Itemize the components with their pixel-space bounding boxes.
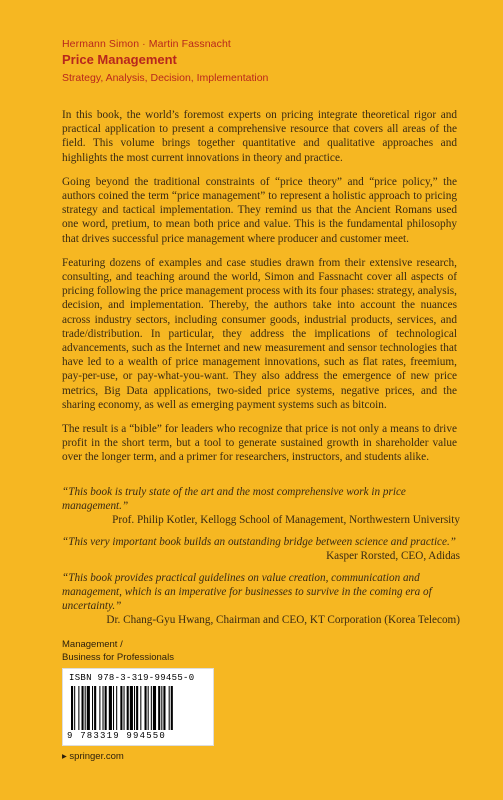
barcode-bars	[71, 686, 205, 730]
authors: Hermann Simon · Martin Fassnacht	[62, 38, 231, 50]
endorsement	[62, 571, 462, 627]
endorsement-attribution: Dr. Chang-Gyu Hwang, Chairman and CEO, KT Corporation (Korea Telecom)	[106, 614, 460, 626]
category-line: Business for Professionals	[62, 652, 174, 663]
book-title: Price Management	[62, 52, 177, 67]
endorsement-text: “This book provides practical guidelines on value creation, communication and management, which is an imperative for businesses to survive in the coming era of uncertainty.”	[62, 572, 432, 612]
endorsement	[62, 485, 462, 527]
endorsement-attribution: Kasper Rorsted, CEO, Adidas	[326, 550, 460, 562]
description	[62, 108, 457, 475]
subject-category	[62, 638, 174, 664]
endorsements	[62, 485, 462, 635]
isbn-label: ISBN 978-3-319-99455-0	[69, 673, 195, 683]
description-paragraph: Going beyond the traditional constraints of “price theory” and “price policy,” the authors coined the term “price management” to represent a holistic approach to pricing strategy and tactical implementation. They remind us that the Ancient Romans used one word, pretium, to mean both price and value. This is the fundamental philosophy that drives successful price management where producer and customer meet.	[62, 175, 457, 245]
description-paragraph: The result is a “bible” for leaders who recognize that price is not only a means to drive profit in the short term, but a tool to generate sustained growth in shareholder value over the longer term, and a primer for researchers, instructors, and students alike.	[62, 423, 457, 464]
description-paragraph: In this book, the world’s foremost experts on pricing integrate theoretical rigor and practical application to present a comprehensive resource that covers all areas of the field. This volume brings together quantitative and qualitative approaches and highlights the most current innovations in theory and practice.	[62, 109, 457, 164]
endorsement-attribution: Prof. Philip Kotler, Kellogg School of Management, Northwestern University	[112, 514, 460, 526]
endorsement-text: “This book is truly state of the art and the most comprehensive work in price management.”	[62, 486, 406, 512]
book-subtitle: Strategy, Analysis, Decision, Implementation	[62, 72, 269, 84]
endorsement	[62, 535, 462, 563]
publisher-website: ▸ springer.com	[62, 751, 124, 762]
endorsement-text: “This very important book builds an outstanding bridge between science and practice.”	[62, 536, 457, 548]
barcode-digits: 9 783319 994550	[67, 731, 167, 741]
category-line: Management /	[62, 639, 123, 650]
description-paragraph: Featuring dozens of examples and case studies drawn from their extensive research, consulting, and teaching around the world, Simon and Fassnacht cover all aspects of pricing following the price management process with its four phases: strategy, analysis, decision, and implementation. Thereby, the authors take into account the nuances across industry sectors, including consumer goods, industrial products, services, and trade/distribution. In particular, they address the implications of technological advancements, such as the Internet and new measurement and sensor technologies that have led to a wealth of price management innovations, such as flat rates, freemium, pay-per-use, or pay-what-you-want. They also address the emergence of new price metrics, Big Data applications, two-sided price systems, negative prices, and the sharing economy, as well as emerging payment systems such as bitcoin.	[62, 256, 457, 411]
isbn-barcode	[62, 668, 214, 746]
